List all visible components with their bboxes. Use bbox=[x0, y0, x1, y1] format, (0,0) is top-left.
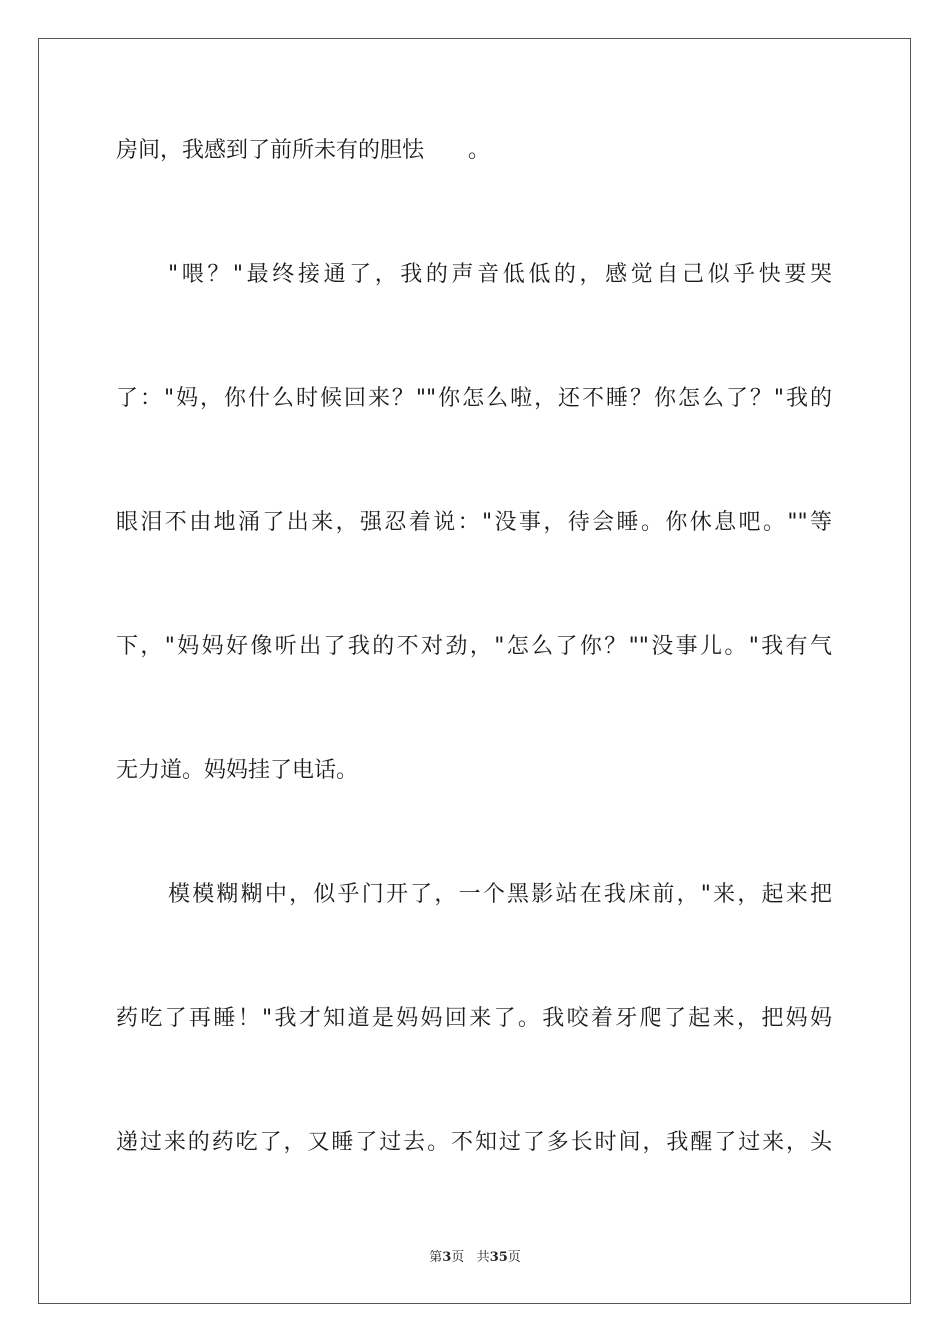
total-suffix: 页 bbox=[507, 1250, 521, 1265]
total-prefix: 共 bbox=[476, 1250, 490, 1265]
text-line-5: 下，"妈妈好像听出了我的不对劲，"怎么了你？""没事儿。"我有气 bbox=[116, 634, 832, 659]
text-line-4: 眼泪不由地涌了出来，强忍着说："没事，待会睡。你休息吧。""等 bbox=[116, 510, 832, 535]
page-number: 3 bbox=[442, 1250, 452, 1265]
text-line-1: 房间，我感到了前所未有的胆怯 。 bbox=[116, 138, 491, 163]
text-line-8: 药吃了再睡！"我才知道是妈妈回来了。我咬着牙爬了起来，把妈妈 bbox=[116, 1006, 832, 1031]
text-line-6: 无力道。妈妈挂了电话。 bbox=[116, 758, 359, 783]
page-footer bbox=[0, 1246, 950, 1265]
text-line-9: 递过来的药吃了，又睡了过去。不知过了多长时间，我醒了过来，头 bbox=[116, 1130, 832, 1155]
text-line-7: 模模糊糊中，似乎门开了，一个黑影站在我床前，"来，起来把 bbox=[168, 882, 832, 907]
page-suffix: 页 bbox=[451, 1250, 465, 1265]
text-line-2: "喂？"最终接通了，我的声音低低的，感觉自己似乎快要哭 bbox=[168, 262, 832, 287]
page-border bbox=[38, 38, 911, 1304]
page-prefix: 第 bbox=[429, 1250, 443, 1265]
total-pages: 35 bbox=[489, 1250, 508, 1265]
text-line-3: 了："妈，你什么时候回来？""你怎么啦，还不睡？你怎么了？"我的 bbox=[116, 386, 832, 411]
